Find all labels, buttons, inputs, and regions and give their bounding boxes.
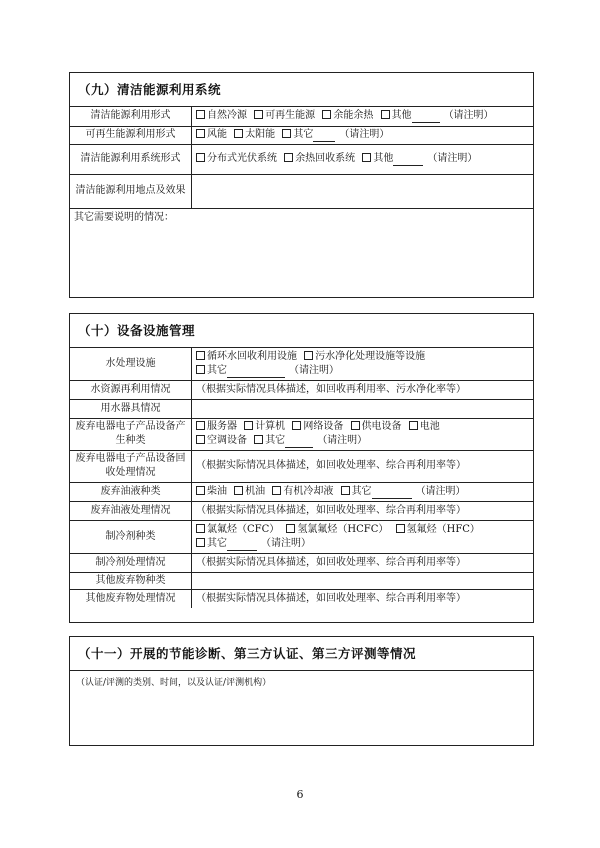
section-equipment — [69, 313, 534, 623]
row-label: 废弃油液种类 — [70, 482, 192, 501]
row-label: 水资源再利用情况 — [70, 380, 192, 399]
option[interactable]: 其它 — [254, 435, 313, 446]
row-label: 清洁能源利用系统形式 — [70, 144, 192, 174]
checkbox-icon[interactable] — [272, 486, 281, 495]
option[interactable]: 计算机 — [244, 421, 285, 432]
option[interactable]: 氯氟烃（CFC） — [196, 524, 279, 535]
option[interactable]: 空调设备 — [196, 435, 247, 446]
row-value-empty[interactable] — [192, 174, 534, 208]
checkbox-icon[interactable] — [254, 110, 263, 119]
row-description[interactable]: （根据实际情况具体描述，如回收处理率、综合再利用率等） — [192, 589, 534, 608]
checkbox-icon[interactable] — [284, 153, 293, 162]
option[interactable]: 网络设备 — [292, 421, 343, 432]
option[interactable]: 其他 — [362, 153, 423, 164]
section-title: （十）设备设施管理 — [70, 314, 533, 348]
option[interactable]: 其它 — [196, 538, 257, 549]
checkbox-icon[interactable] — [196, 153, 205, 162]
checkbox-icon[interactable] — [396, 524, 405, 533]
section-clean-energy — [69, 72, 534, 298]
checkbox-icon[interactable] — [409, 421, 418, 430]
option[interactable]: 服务器 — [196, 421, 237, 432]
option[interactable]: 其它 — [282, 129, 335, 140]
section-title: （九）清洁能源利用系统 — [70, 73, 533, 107]
row-label: 废弃油液处理情况 — [70, 501, 192, 520]
checkbox-icon[interactable] — [234, 129, 243, 138]
checkbox-icon[interactable] — [196, 110, 205, 119]
checkbox-icon[interactable] — [196, 486, 205, 495]
option[interactable]: 电池 — [409, 421, 440, 432]
checkbox-icon[interactable] — [196, 351, 205, 360]
section-title: （十一）开展的节能诊断、第三方认证、第三方评测等情况 — [70, 637, 533, 671]
fill-blank[interactable] — [227, 539, 257, 551]
row-label: 制冷剂种类 — [70, 520, 192, 553]
row-label: 可再生能源利用形式 — [70, 126, 192, 144]
checkbox-icon[interactable] — [341, 486, 350, 495]
checkbox-icon[interactable] — [196, 421, 205, 430]
row-label: 其他废弃物种类 — [70, 572, 192, 589]
checkbox-icon[interactable] — [381, 110, 390, 119]
option[interactable]: 其它 — [341, 486, 412, 497]
option[interactable]: 太阳能 — [234, 129, 275, 140]
option[interactable]: 供电设备 — [351, 421, 402, 432]
checkbox-icon[interactable] — [322, 110, 331, 119]
option[interactable]: 其他 — [381, 110, 440, 121]
checkbox-icon[interactable] — [286, 524, 295, 533]
page-number: 6 — [296, 788, 304, 801]
checkbox-icon[interactable] — [351, 421, 360, 430]
checkbox-icon[interactable] — [196, 435, 205, 444]
checkbox-icon[interactable] — [234, 486, 243, 495]
row-label: 废弃电器电子产品设备产生种类 — [70, 418, 192, 450]
row-options: 循环水回收利用设施 污水净化处理设施等设施 其它 （请注明） — [192, 348, 534, 380]
option[interactable]: 机油 — [234, 486, 265, 497]
row-options: 柴油 机油 有机冷却液 其它 （请注明） — [192, 482, 534, 501]
checkbox-icon[interactable] — [244, 421, 253, 430]
checkbox-icon[interactable] — [196, 524, 205, 533]
row-label: 废弃电器电子产品设备回收处理情况 — [70, 450, 192, 482]
option[interactable]: 分布式光伏系统 — [196, 153, 277, 164]
other-notes-field[interactable]: 其它需要说明的情况： — [70, 208, 533, 288]
checkbox-icon[interactable] — [292, 421, 301, 430]
option[interactable]: 氢氟烃（HFC） — [396, 524, 480, 535]
option[interactable]: 余热回收系统 — [284, 153, 355, 164]
row-description[interactable]: （根据实际情况具体描述，如回收再利用率、污水净化率等） — [192, 380, 534, 399]
row-value-empty[interactable] — [192, 399, 534, 418]
fill-blank[interactable] — [285, 436, 313, 448]
row-label: 其他废弃物处理情况 — [70, 589, 192, 608]
row-options: 分布式光伏系统 余热回收系统 其他 （请注明） — [192, 144, 534, 174]
fill-blank[interactable] — [372, 487, 412, 499]
row-options: 自然冷源 可再生能源 余能余热 其他 （请注明） — [192, 107, 534, 126]
section-audit-certification — [69, 636, 534, 746]
fill-blank[interactable] — [227, 366, 285, 378]
row-options: 氯氟烃（CFC） 氢氯氟烃（HCFC） 氢氟烃（HFC） 其它 （请注明） — [192, 520, 534, 553]
checkbox-icon[interactable] — [254, 435, 263, 444]
row-label: 用水器具情况 — [70, 399, 192, 418]
option[interactable]: 氢氯氟烃（HCFC） — [286, 524, 388, 535]
row-description[interactable]: （根据实际情况具体描述，如回收处理率、综合再利用率等） — [192, 501, 534, 520]
row-value-empty[interactable] — [192, 572, 534, 589]
checkbox-icon[interactable] — [282, 129, 291, 138]
fill-blank[interactable] — [393, 154, 423, 166]
checkbox-icon[interactable] — [196, 129, 205, 138]
option[interactable]: 风能 — [196, 129, 227, 140]
fill-blank[interactable] — [313, 130, 335, 142]
row-label: 清洁能源利用形式 — [70, 107, 192, 126]
row-description[interactable]: （根据实际情况具体描述，如回收处理率、综合再利用率等） — [192, 553, 534, 572]
row-options: 风能 太阳能 其它 （请注明） — [192, 126, 534, 144]
option[interactable]: 自然冷源 — [196, 110, 247, 121]
fill-blank[interactable] — [412, 111, 440, 123]
option[interactable]: 可再生能源 — [254, 110, 315, 121]
option[interactable]: 其它 — [196, 365, 285, 376]
row-label: 清洁能源利用地点及效果 — [70, 174, 192, 208]
option[interactable]: 有机冷却液 — [272, 486, 333, 497]
checkbox-icon[interactable] — [196, 538, 205, 547]
row-description[interactable]: （根据实际情况具体描述，如回收处理率、综合再利用率等） — [192, 450, 534, 482]
equipment-table — [70, 348, 533, 608]
certification-notes-field[interactable]: （认证/评测的类别、时间，以及认证/评测机构） — [76, 678, 272, 688]
clean-energy-table — [70, 107, 533, 288]
row-label: 制冷剂处理情况 — [70, 553, 192, 572]
option[interactable]: 污水净化处理设施等设施 — [304, 351, 425, 362]
option[interactable]: 柴油 — [196, 486, 227, 497]
option[interactable]: 余能余热 — [322, 110, 373, 121]
checkbox-icon[interactable] — [196, 365, 205, 374]
row-options: 服务器 计算机 网络设备 供电设备 电池 空调设备 其它 （请注明） — [192, 418, 534, 450]
checkbox-icon[interactable] — [304, 351, 313, 360]
checkbox-icon[interactable] — [362, 153, 371, 162]
row-label: 水处理设施 — [70, 348, 192, 380]
option[interactable]: 循环水回收利用设施 — [196, 351, 297, 362]
